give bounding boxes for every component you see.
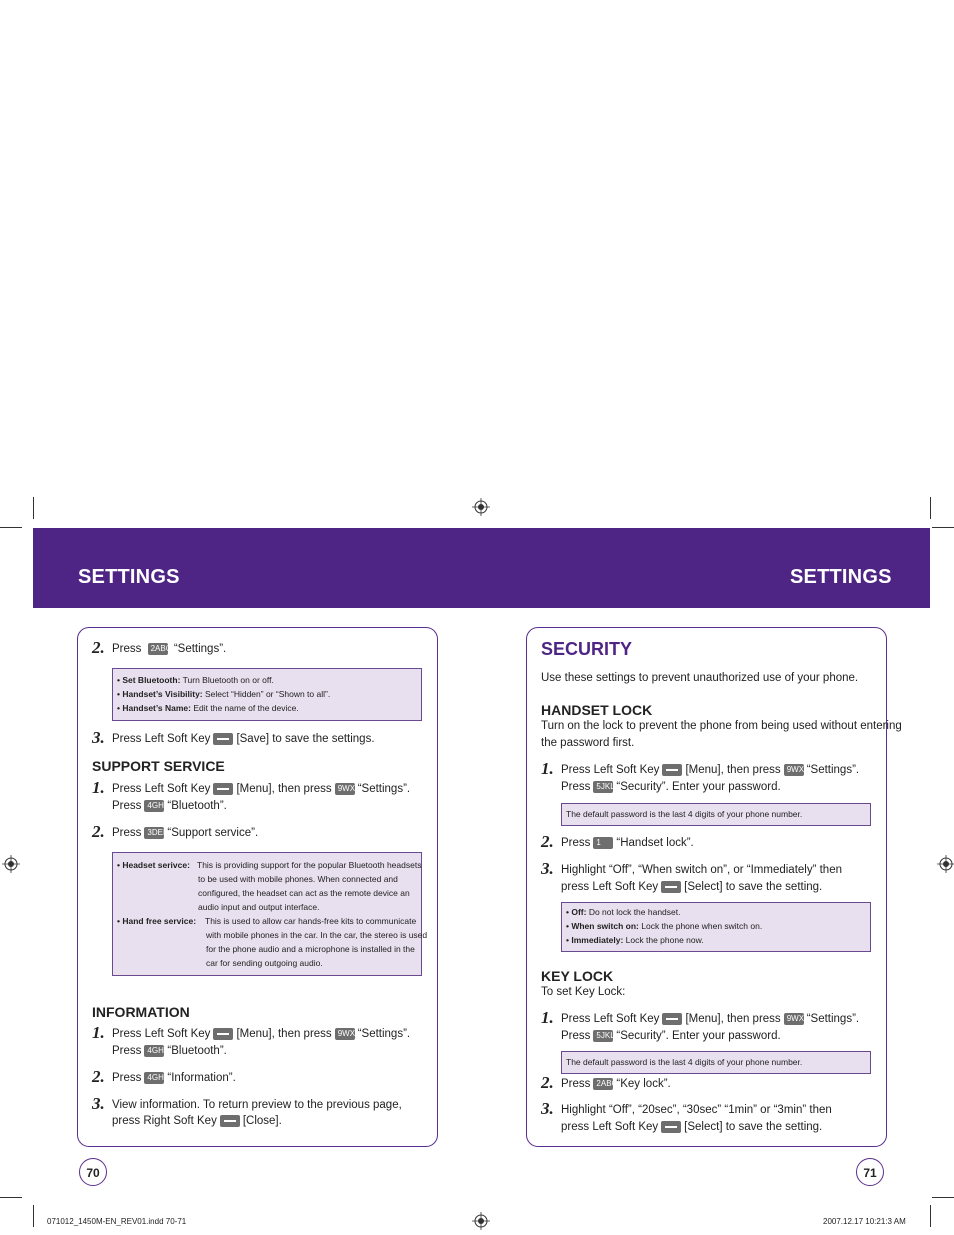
- page-number-left: 70: [79, 1158, 107, 1186]
- left-soft-key-icon: [662, 1013, 682, 1025]
- step-number: 3.: [92, 728, 105, 747]
- note-line: • Immediately: Lock the phone now.: [566, 935, 704, 945]
- step-text: [112, 643, 226, 655]
- step-text: Highlight “Off”, “20sec”, “30sec” “1min” or “3min” then: [561, 1104, 832, 1116]
- key-2-icon: 2ABC: [148, 643, 168, 655]
- note-line: • Set Bluetooth: Turn Bluetooth on or off.: [117, 675, 274, 685]
- crop-mark: [0, 1197, 22, 1198]
- note-line: • Handset’s Name: Edit the name of the device.: [117, 703, 299, 713]
- note-line: car for sending outgoing audio.: [206, 958, 323, 968]
- key-2-icon: 2ABC: [593, 1078, 613, 1090]
- left-soft-key-icon: [661, 881, 681, 893]
- page-title-left: SETTINGS: [78, 566, 180, 588]
- step-text-pre: Press: [112, 643, 142, 656]
- step-number: 3.: [541, 1099, 554, 1118]
- step-number: 1.: [92, 778, 105, 797]
- crop-mark: [932, 1197, 954, 1198]
- step-text: Press 4GHI“Bluetooth”.: [112, 1045, 227, 1058]
- step-number: 3.: [92, 1094, 105, 1113]
- crop-mark: [33, 1205, 34, 1227]
- step-text: Press 4GHI“Bluetooth”.: [112, 800, 227, 813]
- security-intro: Use these settings to prevent unauthorized use of your phone.: [541, 672, 859, 684]
- left-soft-key-icon: [661, 1121, 681, 1133]
- step-text: Press 2ABC“Key lock”.: [561, 1078, 671, 1091]
- footer-file-info: 071012_1450M-EN_REV01.indd 70-71: [47, 1217, 187, 1226]
- note-line: • When switch on: Lock the phone when switch on.: [566, 921, 763, 931]
- key-lock-heading: KEY LOCK: [541, 968, 614, 984]
- crop-mark: [930, 1205, 931, 1227]
- registration-mark-icon: [2, 855, 20, 873]
- key-5-icon: 5JKL: [593, 1030, 613, 1042]
- key-5-icon: 5JKL: [593, 781, 613, 793]
- page-title-right: SETTINGS: [790, 566, 892, 588]
- note-label: • Hand free service:: [117, 916, 197, 926]
- step-text: press Left Soft Key [Select] to save the setting.: [561, 881, 823, 894]
- step-text: Press Left Soft Key [Menu], then press 9WXYZ“Settings”.: [112, 783, 411, 796]
- step-text: Press 3DEF“Support service”.: [112, 827, 259, 840]
- crop-mark: [932, 527, 954, 528]
- key-9-icon: 9WXYZ: [784, 1013, 804, 1025]
- step-text: Press Left Soft Key [Menu], then press 9WXYZ“Settings”.: [112, 1028, 411, 1041]
- step-number: 2.: [92, 1067, 105, 1086]
- step-text: Press 1 “Handset lock”.: [561, 837, 694, 850]
- key-9-icon: 9WXYZ: [335, 1028, 355, 1040]
- note-line: The default password is the last 4 digits of your phone number.: [566, 809, 803, 819]
- right-soft-key-icon: [220, 1115, 240, 1127]
- note-label: • Headset serivce:: [117, 860, 190, 870]
- key-lock-desc: To set Key Lock:: [541, 986, 626, 998]
- step-text: press Right Soft Key [Close].: [112, 1115, 282, 1128]
- step-number: 2.: [541, 832, 554, 851]
- step-text: press Left Soft Key [Select] to save the setting.: [561, 1121, 823, 1134]
- handset-lock-desc: Turn on the lock to prevent the phone from being used without entering: [541, 720, 902, 732]
- registration-mark-icon: [472, 1212, 490, 1230]
- step-text: Highlight “Off”, “When switch on”, or “Immediately” then: [561, 864, 842, 876]
- key-1-icon: 1: [593, 837, 613, 849]
- note-line: for the phone audio and a microphone is installed in the: [206, 944, 415, 954]
- support-service-heading: SUPPORT SERVICE: [92, 758, 225, 774]
- step-number: 1.: [541, 759, 554, 778]
- left-soft-key-icon: [662, 764, 682, 776]
- key-9-icon: 9WXYZ: [784, 764, 804, 776]
- step-text: Press Left Soft Key [Menu], then press 9WXYZ“Settings”.: [561, 1013, 860, 1026]
- note-line: The default password is the last 4 digits of your phone number.: [566, 1057, 803, 1067]
- page-number-right: 71: [856, 1158, 884, 1186]
- key-4-icon: 4GHI: [144, 1072, 164, 1084]
- registration-mark-icon: [472, 498, 490, 516]
- security-title: SECURITY: [541, 639, 633, 659]
- note-line: This is providing support for the popular Bluetooth headsets: [197, 860, 422, 870]
- step-number: 3.: [541, 859, 554, 878]
- note-line: • Off: Do not lock the handset.: [566, 907, 681, 917]
- step-text: Press 5JKL “Security”. Enter your password.: [561, 1030, 781, 1043]
- step-text: Press Left Soft Key [Menu], then press 9WXYZ“Settings”.: [561, 764, 860, 777]
- left-soft-key-icon: [213, 783, 233, 795]
- registration-mark-icon: [937, 855, 954, 873]
- note-line: to be used with mobile phones. When connected and: [198, 874, 398, 884]
- note-line: • Handset’s Visibility: Select “Hidden” or “Shown to all”.: [117, 689, 331, 699]
- step-number: 1.: [92, 1023, 105, 1042]
- crop-mark: [33, 497, 34, 519]
- step-text: Press 4GHI“Information”.: [112, 1072, 236, 1085]
- key-4-icon: 4GHI: [144, 1045, 164, 1057]
- note-line: audio input and output interface.: [198, 902, 320, 912]
- key-4-icon: 4GHI: [144, 800, 164, 812]
- step-text-post: “Settings”.: [173, 643, 227, 656]
- left-soft-key-icon: [213, 733, 233, 745]
- step-number: 2.: [92, 822, 105, 841]
- note-line: This is used to allow car hands-free kits to communicate: [205, 916, 417, 926]
- step-text: View information. To return preview to the previous page,: [112, 1099, 402, 1111]
- step-number: 2.: [92, 638, 105, 657]
- footer-date: 2007.12.17 10:21:3 AM: [823, 1217, 906, 1226]
- crop-mark: [0, 527, 22, 528]
- handset-lock-desc: the password first.: [541, 737, 635, 749]
- left-soft-key-icon: [213, 1028, 233, 1040]
- key-3-icon: 3DEF: [144, 827, 164, 839]
- crop-mark: [930, 497, 931, 519]
- information-heading: INFORMATION: [92, 1004, 190, 1020]
- step-number: 2.: [541, 1073, 554, 1092]
- step-number: 1.: [541, 1008, 554, 1027]
- step-text: Press 5JKL “Security”. Enter your password.: [561, 781, 781, 794]
- key-9-icon: 9WXYZ: [335, 783, 355, 795]
- step-text: Press Left Soft Key [Save] to save the settings.: [112, 733, 375, 746]
- handset-lock-heading: HANDSET LOCK: [541, 702, 653, 718]
- note-line: with mobile phones in the car. In the car, the stereo is used: [206, 930, 428, 940]
- note-line: configured, the headset can act as the remote device an: [198, 888, 410, 898]
